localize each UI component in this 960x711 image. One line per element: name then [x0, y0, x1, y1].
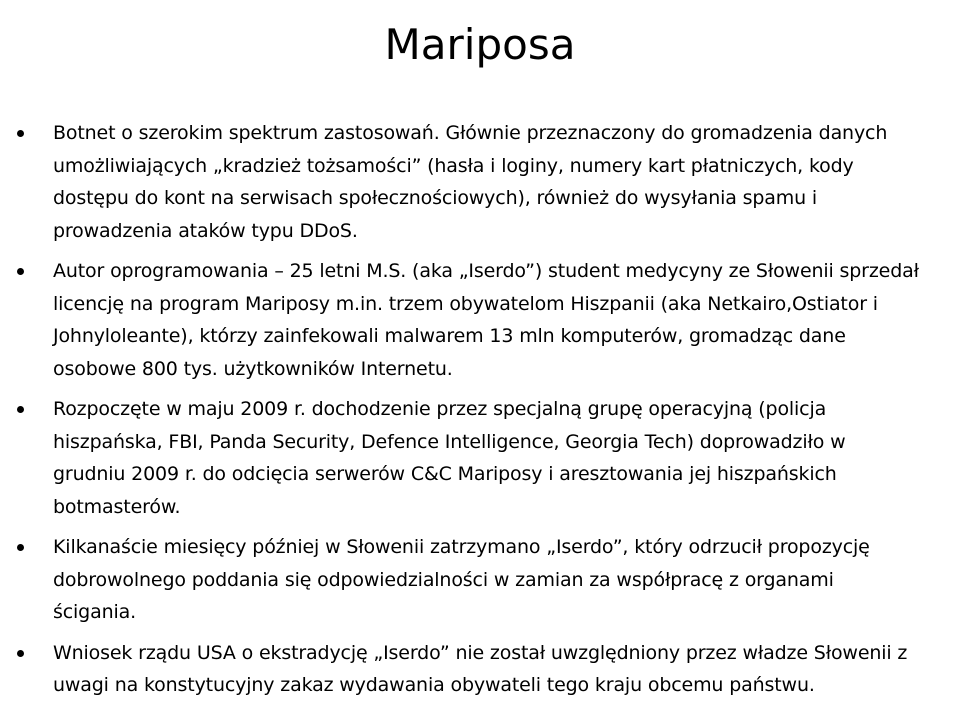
bullet-text: Wniosek rządu USA o ekstradycję „Iserdo” nie został uwzględniony przez władze Słowenii z uwagi na konstytucyjny zakaz wydawania obywateli tego kraju obcemu państwu. [53, 641, 908, 696]
bullet-item [0, 117, 960, 247]
bullet-item [0, 531, 960, 629]
bullet-dot-icon [17, 268, 24, 275]
bullet-item [0, 393, 960, 523]
bullet-item [0, 255, 960, 385]
bullet-text: Kilkanaście miesięcy później w Słowenii zatrzymano „Iserdo”, który odrzucił propozycję dobrowolnego poddania się odpowiedzialności w zamian za współpracę z organami ścigania. [53, 536, 870, 623]
bullet-item [0, 637, 960, 702]
slide-title: Mariposa [384, 20, 576, 69]
bullet-dot-icon [17, 650, 24, 657]
bullet-dot-icon [17, 544, 24, 551]
bullet-text: Rozpoczęte w maju 2009 r. dochodzenie przez specjalną grupę operacyjną (policja hiszpańska, FBI, Panda Security, Defence Intelligence, Georgia Tech) doprowadziło w grudniu 2009 r. do odcięcia serwerów C&C Mariposy i aresztowania jej hiszpańskich botmasterów. [53, 398, 846, 518]
bullet-dot-icon [17, 406, 24, 413]
bullet-text: Botnet o szerokim spektrum zastosowań. Głównie przeznaczony do gromadzenia danych umożliwiających „kradzież tożsamości” (hasła i loginy, numery kart płatniczych, kody dostępu do kont na serwisach społecznościowych), również do wysyłania spamu i prowadzenia ataków typu DDoS. [53, 122, 888, 242]
bullet-list [0, 117, 960, 710]
bullet-dot-icon [17, 130, 24, 137]
bullet-text: Autor oprogramowania – 25 letni M.S. (aka „Iserdo”) student medycyny ze Słowenii sprzedał licencję na program Mariposy m.in. trzem obywatelom Hiszpanii (aka Netkairo,Ostiator i Johnyloleante), którzy zainfekowali malwarem 13 mln komputerów, gromadząc dane osobowe 800 tys. użytkowników Internetu. [53, 260, 919, 380]
